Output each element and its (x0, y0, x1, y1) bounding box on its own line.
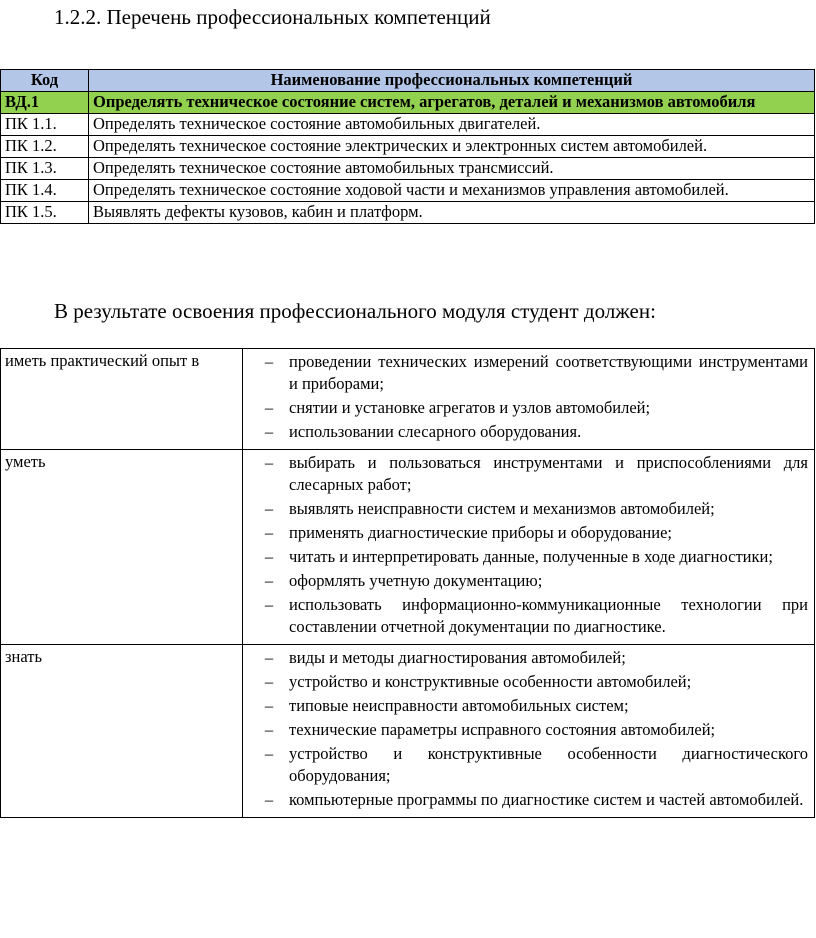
dash-bullet-icon: – (264, 648, 274, 667)
list-item (243, 546, 808, 568)
main-activity-code: ВД.1 (1, 92, 89, 114)
list-item-text: компьютерные программы по диагностике систем и частей автомобилей. (289, 790, 804, 809)
competency-row (1, 158, 815, 180)
dash-bullet-icon: – (264, 571, 274, 590)
result-list (243, 647, 808, 811)
competency-code: ПК 1.2. (1, 136, 89, 158)
list-item (243, 452, 808, 496)
list-item (243, 522, 808, 544)
list-item (243, 498, 808, 520)
result-group-row (1, 450, 815, 645)
competency-code: ПК 1.5. (1, 202, 89, 224)
list-item (243, 719, 808, 741)
competencies-table (0, 69, 815, 224)
list-item (243, 570, 808, 592)
list-item-text: применять диагностические приборы и оборудование; (289, 523, 672, 542)
list-item-text: виды и методы диагностирования автомобилей; (289, 648, 626, 667)
results-intro: В результате освоения профессионального модуля студент должен: (54, 299, 656, 323)
result-list (243, 351, 808, 443)
result-group-items (243, 349, 815, 450)
list-item (243, 594, 808, 638)
list-item-text: оформлять учетную документацию; (289, 571, 543, 590)
list-item-text: выбирать и пользоваться инструментами и приспособлениями для слесарных работ; (289, 453, 808, 494)
results-table (0, 348, 815, 818)
competency-code: ПК 1.1. (1, 114, 89, 136)
result-group-row (1, 645, 815, 818)
list-item-text: использовать информационно-коммуникационные технологии при составлении отчетной документации по диагностике. (289, 595, 808, 636)
list-item (243, 695, 808, 717)
list-item (243, 647, 808, 669)
dash-bullet-icon: – (264, 744, 274, 763)
list-item-text: типовые неисправности автомобильных систем; (289, 696, 629, 715)
competency-code: ПК 1.4. (1, 180, 89, 202)
result-list (243, 452, 808, 638)
competency-name: Определять техническое состояние автомобильных трансмиссий. (89, 158, 815, 180)
dash-bullet-icon: – (264, 547, 274, 566)
list-item (243, 351, 808, 395)
list-item (243, 421, 808, 443)
list-item-text: проведении технических измерений соответствующими инструментами и приборами; (289, 352, 808, 393)
dash-bullet-icon: – (264, 422, 274, 441)
competency-name: Определять техническое состояние ходовой части и механизмов управления автомобилей. (89, 180, 815, 202)
header-name: Наименование профессиональных компетенций (89, 70, 815, 92)
competency-code: ПК 1.3. (1, 158, 89, 180)
result-group-label: знать (1, 645, 243, 818)
competency-row (1, 114, 815, 136)
competency-name: Определять техническое состояние автомобильных двигателей. (89, 114, 815, 136)
list-item (243, 397, 808, 419)
section-heading: 1.2.2. Перечень профессиональных компетенций (54, 5, 491, 29)
list-item (243, 743, 808, 787)
result-group-label: иметь практический опыт в (1, 349, 243, 450)
main-activity-name: Определять техническое состояние систем, агрегатов, деталей и механизмов автомобиля (89, 92, 815, 114)
list-item-text: читать и интерпретировать данные, полученные в ходе диагностики; (289, 547, 773, 566)
dash-bullet-icon: – (264, 398, 274, 417)
dash-bullet-icon: – (264, 696, 274, 715)
header-code: Код (1, 70, 89, 92)
competency-row (1, 180, 815, 202)
list-item-text: использовании слесарного оборудования. (289, 422, 582, 441)
dash-bullet-icon: – (264, 672, 274, 691)
competencies-header-row (1, 70, 815, 92)
list-item (243, 671, 808, 693)
list-item-text: устройство и конструктивные особенности автомобилей; (289, 672, 692, 691)
dash-bullet-icon: – (264, 499, 274, 518)
dash-bullet-icon: – (264, 453, 274, 472)
competency-name: Выявлять дефекты кузовов, кабин и платформ. (89, 202, 815, 224)
dash-bullet-icon: – (264, 790, 274, 809)
dash-bullet-icon: – (264, 352, 274, 371)
dash-bullet-icon: – (264, 720, 274, 739)
result-group-items (243, 450, 815, 645)
result-group-label: уметь (1, 450, 243, 645)
list-item-text: снятии и установке агрегатов и узлов автомобилей; (289, 398, 651, 417)
list-item-text: выявлять неисправности систем и механизмов автомобилей; (289, 499, 715, 518)
list-item-text: технические параметры исправного состояния автомобилей; (289, 720, 716, 739)
competency-name: Определять техническое состояние электрических и электронных систем автомобилей. (89, 136, 815, 158)
competency-row (1, 136, 815, 158)
list-item-text: устройство и конструктивные особенности диагностического оборудования; (289, 744, 808, 785)
result-group-items (243, 645, 815, 818)
result-group-row (1, 349, 815, 450)
competency-row (1, 202, 815, 224)
dash-bullet-icon: – (264, 595, 274, 614)
main-activity-row (1, 92, 815, 114)
list-item (243, 789, 808, 811)
dash-bullet-icon: – (264, 523, 274, 542)
